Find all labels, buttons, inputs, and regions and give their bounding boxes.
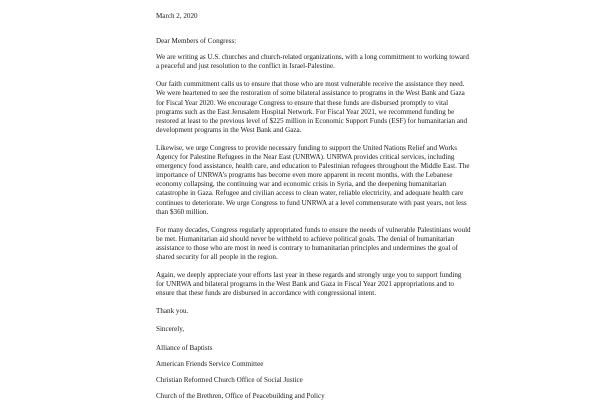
thank-you-line: Thank you.: [156, 307, 189, 316]
signatory-afsc: American Friends Service Committee: [156, 359, 264, 368]
signatory-alliance-of-baptists: Alliance of Baptists: [156, 343, 213, 352]
paragraph-humanitarian-principles: For many decades, Congress regularly appropriated funds to ensure the needs of vulnerable Palestinians would be met. Humanitarian aid should never be withheld to achieve political goals. The denial of humanitarian assistance to those who are most in need is contrary to humanitarian principles and undermines the goal of shared security for all people in the region.: [156, 225, 471, 261]
paragraph-unrwa-funding: Likewise, we urge Congress to provide necessary funding to support the United Nations Relief and Works Agency for Palestine Refugees in the Near East (UNRWA). UNRWA provides critical services, including emergency food assistance, health care, and education to Palestinian refugees throughout the Middle East. The importance of UNRWA’s programs has become even more apparent in recent months, with the Lebanese economy collapsing, the continuing war and economic crisis in Syria, and the deepening humanitarian catastrophe in Gaza. Refugee and civilian access to clean water, reliable electricity, and adequate health care continues to deteriorate. We urge Congress to fund UNRWA at a level commensurate with past years, not less than $360 million.: [156, 143, 470, 216]
signatory-crc-social-justice: Christian Reformed Church Office of Social Justice: [156, 375, 303, 384]
signoff-line: Sincerely,: [156, 325, 185, 334]
letter-salutation: Dear Members of Congress:: [156, 37, 237, 46]
letter-body: [156, 12, 471, 400]
signatory-church-of-the-brethren: Church of the Brethren, Office of Peacebuilding and Policy: [156, 391, 325, 400]
letter-date: March 2, 2020: [156, 12, 198, 20]
paragraph-intro: We are writing as U.S. churches and church-related organizations, with a long commitment to working toward a peaceful and just resolution to the conflict in Israel-Palestine.: [156, 53, 469, 71]
paragraph-bilateral-assistance: Our faith commitment calls us to ensure that those who are most vulnerable receive the assistance they need. We were heartened to see the restoration of some bilateral assistance to programs in the West Bank and Gaza for Fiscal Year 2020. We encourage Congress to ensure that these funds are disbursed promptly to vital programs such as the East Jerusalem Hospital Network. For Fiscal Year 2021, we recommend funding be restored at least to the previous level of $225 million in Economic Support Funds (ESF) for humanitarian and development programs in the West Bank and Gaza.: [156, 80, 468, 134]
paragraph-appreciation: Again, we deeply appreciate your efforts last year in these regards and strongly urge you to support funding for UNRWA and bilateral programs in the West Bank and Gaza in Fiscal Year 2021 appropriations and to ensure that these funds are disbursed in accordance with congressional intent.: [156, 271, 462, 298]
